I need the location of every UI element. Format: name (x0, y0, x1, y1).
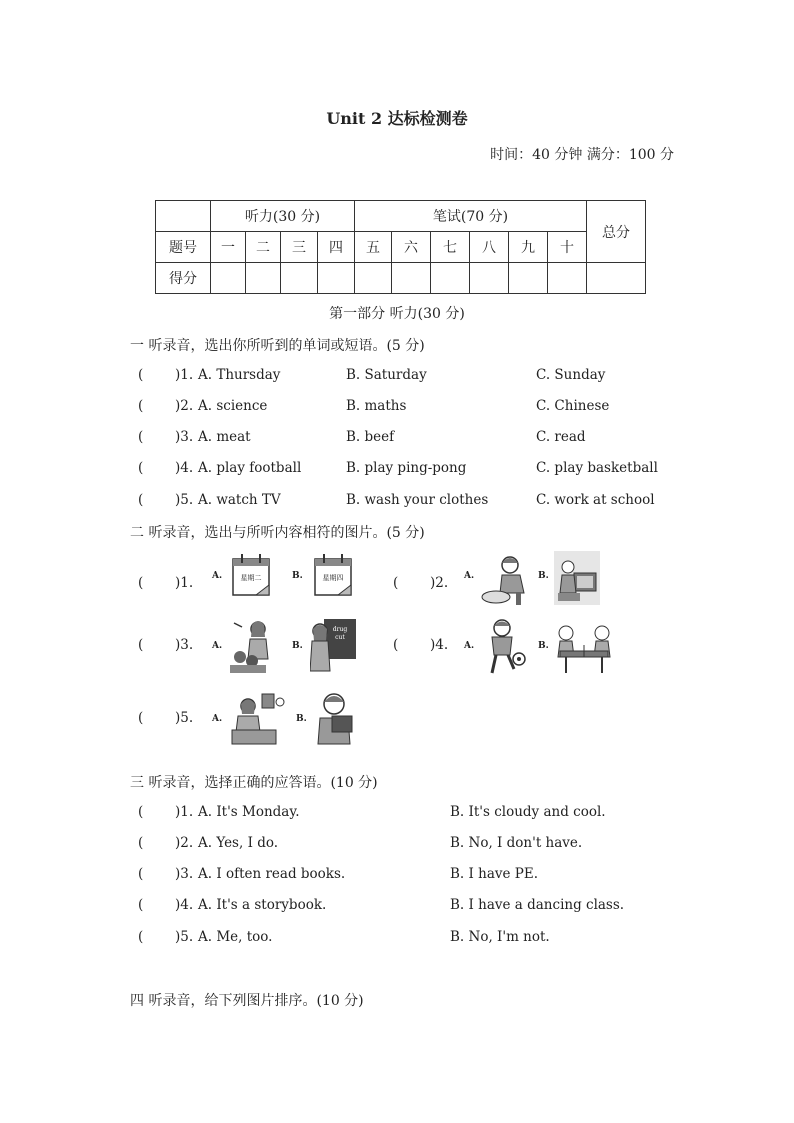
page-title: Unit 2 达标检测卷 (326, 109, 468, 128)
answer-paren[interactable]: ( (138, 398, 144, 414)
option-b: B. maths (346, 398, 407, 414)
option-b-label: B. (296, 714, 307, 724)
girl-watching-tv-icon (554, 551, 600, 605)
option-a: A. I often read books. (198, 866, 346, 882)
num-cell: 五 (355, 232, 392, 263)
calendar-thursday-icon (312, 553, 354, 599)
num-cell: 一 (211, 232, 246, 263)
svg-text:drug: drug (332, 626, 348, 633)
num-cell: 八 (470, 232, 509, 263)
question-number: )5. (175, 492, 194, 508)
question-number: )2. (430, 575, 449, 591)
answer-paren[interactable]: ( (138, 429, 144, 445)
answer-paren[interactable]: ( (138, 835, 144, 851)
answer-paren[interactable]: ( (138, 637, 144, 653)
teacher-classroom-icon (228, 619, 276, 675)
option-a-label: A. (464, 571, 475, 581)
answer-paren[interactable]: ( (393, 575, 399, 591)
question-number-label: 题号 (156, 232, 211, 263)
answer-paren[interactable]: ( (138, 367, 144, 383)
question-number: )4. (175, 897, 194, 913)
num-cell: 七 (431, 232, 470, 263)
option-b: B. I have PE. (450, 866, 539, 882)
option-a: A. It's a storybook. (198, 897, 327, 913)
score-input-cell[interactable] (509, 263, 548, 294)
option-b: B. wash your clothes (346, 492, 489, 508)
option-a-label: A. (464, 641, 475, 651)
option-a-label: A. (212, 571, 223, 581)
question-number: )2. (175, 835, 194, 851)
question-number: )3. (175, 429, 194, 445)
option-b: B. beef (346, 429, 395, 445)
section-2-title: 二 听录音，选出与所听内容相符的图片。(5 分) (130, 525, 425, 541)
section-4-title: 四 听录音，给下列图片排序。(10 分) (130, 993, 364, 1009)
option-b-label: B. (538, 571, 549, 581)
answer-paren[interactable]: ( (138, 929, 144, 945)
option-a: A. science (198, 398, 268, 414)
option-a: A. Me, too. (198, 929, 273, 945)
option-b: B. play ping-pong (346, 460, 467, 476)
question-number: )5. (175, 929, 194, 945)
answer-paren[interactable]: ( (138, 897, 144, 913)
option-b-label: B. (292, 641, 303, 651)
boy-washing-clothes-icon (480, 553, 532, 607)
score-input-cell[interactable] (355, 263, 392, 294)
answer-paren[interactable]: ( (138, 575, 144, 591)
score-input-cell[interactable] (548, 263, 587, 294)
option-b: B. No, I don't have. (450, 835, 583, 851)
boy-reading-book-icon (314, 690, 356, 746)
part-one-title: 第一部分 听力(30 分) (329, 306, 465, 322)
answer-paren[interactable]: ( (138, 460, 144, 476)
score-label: 得分 (156, 263, 211, 294)
writing-header: 笔试(70 分) (355, 201, 587, 232)
question-number: )3. (175, 637, 194, 653)
score-input-cell[interactable] (246, 263, 281, 294)
section-3-title: 三 听录音，选择正确的应答语。(10 分) (130, 775, 378, 791)
option-c: C. play basketball (536, 460, 658, 476)
option-a: A. meat (198, 429, 251, 445)
score-input-cell[interactable] (392, 263, 431, 294)
total-input-cell[interactable] (587, 263, 646, 294)
question-number: )1. (175, 804, 194, 820)
option-b: B. No, I'm not. (450, 929, 550, 945)
children-playing-ping-pong-icon (552, 621, 616, 677)
option-a-label: A. (212, 714, 223, 724)
option-a: A. watch TV (198, 492, 281, 508)
time-score-info: 时间：40 分钟 满分：100 分 (490, 147, 674, 163)
answer-paren[interactable]: ( (138, 710, 144, 726)
question-number: )4. (430, 637, 449, 653)
total-header: 总分 (587, 201, 646, 263)
question-number: )1. (175, 575, 194, 591)
num-cell: 二 (246, 232, 281, 263)
boy-playing-football-icon (484, 619, 526, 677)
option-c: C. Sunday (536, 367, 606, 383)
option-c: C. Chinese (536, 398, 610, 414)
question-number: )2. (175, 398, 194, 414)
calendar-b-text: 星期四 (322, 574, 344, 582)
teacher-blackboard-icon (310, 619, 356, 673)
option-c: C. read (536, 429, 586, 445)
option-a: A. Yes, I do. (198, 835, 279, 851)
num-cell: 四 (318, 232, 355, 263)
question-number: )4. (175, 460, 194, 476)
section-1-title: 一 听录音，选出你所听到的单词或短语。(5 分) (130, 338, 425, 354)
score-input-cell[interactable] (318, 263, 355, 294)
option-b: B. It's cloudy and cool. (450, 804, 606, 820)
num-cell: 三 (281, 232, 318, 263)
score-input-cell[interactable] (211, 263, 246, 294)
score-input-cell[interactable] (470, 263, 509, 294)
listening-header: 听力(30 分) (211, 201, 355, 232)
score-table (155, 200, 646, 294)
option-b: B. I have a dancing class. (450, 897, 625, 913)
answer-paren[interactable]: ( (393, 637, 399, 653)
question-number: )1. (175, 367, 194, 383)
score-input-cell[interactable] (431, 263, 470, 294)
option-b: B. Saturday (346, 367, 427, 383)
option-b-label: B. (292, 571, 303, 581)
score-input-cell[interactable] (281, 263, 318, 294)
calendar-a-text: 星期二 (240, 574, 262, 582)
option-a: A. It's Monday. (198, 804, 300, 820)
calendar-tuesday-icon (230, 553, 272, 599)
option-b-label: B. (538, 641, 549, 651)
girl-studying-icon (230, 692, 286, 746)
num-cell: 六 (392, 232, 431, 263)
option-a: A. play football (198, 460, 302, 476)
num-cell: 十 (548, 232, 587, 263)
option-c: C. work at school (536, 492, 655, 508)
question-number: )5. (175, 710, 194, 726)
svg-text:cut: cut (335, 634, 345, 641)
option-a: A. Thursday (198, 367, 281, 383)
num-cell: 九 (509, 232, 548, 263)
answer-paren[interactable]: ( (138, 492, 144, 508)
question-number: )3. (175, 866, 194, 882)
answer-paren[interactable]: ( (138, 866, 144, 882)
answer-paren[interactable]: ( (138, 804, 144, 820)
blank-cell (156, 201, 211, 232)
option-a-label: A. (212, 641, 223, 651)
